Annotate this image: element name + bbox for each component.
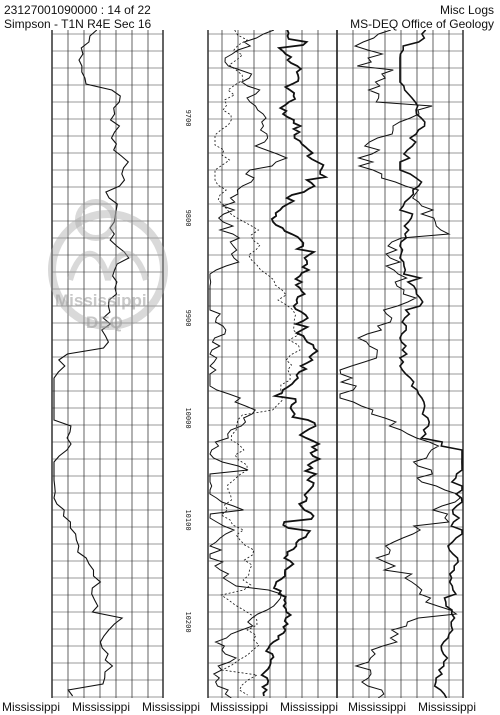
depth-label: 10100 bbox=[184, 509, 192, 531]
curve-track2-solid bbox=[210, 30, 287, 698]
watermark-line2: DEQ bbox=[86, 313, 123, 332]
footer-word: Mississippi bbox=[418, 700, 477, 714]
watermark-line1: Mississippi bbox=[55, 291, 147, 310]
well-log-scan bbox=[0, 30, 500, 698]
footer-word: Mississippi bbox=[280, 700, 339, 714]
footer-word: Mississippi bbox=[2, 700, 61, 714]
footer-word: Mississippi bbox=[348, 700, 407, 714]
log-type-header: Misc Logs bbox=[439, 3, 494, 17]
curve-track2-heavy bbox=[262, 30, 326, 696]
depth-label: 9700 bbox=[184, 109, 192, 127]
footer-word: Mississippi bbox=[210, 700, 269, 714]
agency-header: MS-DEQ Office of Geology bbox=[350, 17, 494, 31]
depth-label: 10000 bbox=[184, 407, 192, 429]
depth-label: 9800 bbox=[184, 209, 192, 227]
location-header: Simpson - T1N R4E Sec 16 bbox=[4, 17, 152, 31]
well-id-header: 23127001090000 : 14 of 22 bbox=[4, 3, 151, 17]
mississippi-deq-watermark bbox=[52, 202, 164, 332]
curve-track3-solid bbox=[340, 30, 460, 698]
depth-label: 10200 bbox=[184, 611, 192, 633]
depth-track bbox=[184, 110, 192, 633]
footer-word: Mississippi bbox=[72, 700, 131, 714]
footer-word: Mississippi bbox=[142, 700, 201, 714]
depth-label: 9900 bbox=[184, 309, 192, 327]
footer-strip bbox=[0, 699, 500, 715]
curve-track1 bbox=[54, 30, 129, 696]
